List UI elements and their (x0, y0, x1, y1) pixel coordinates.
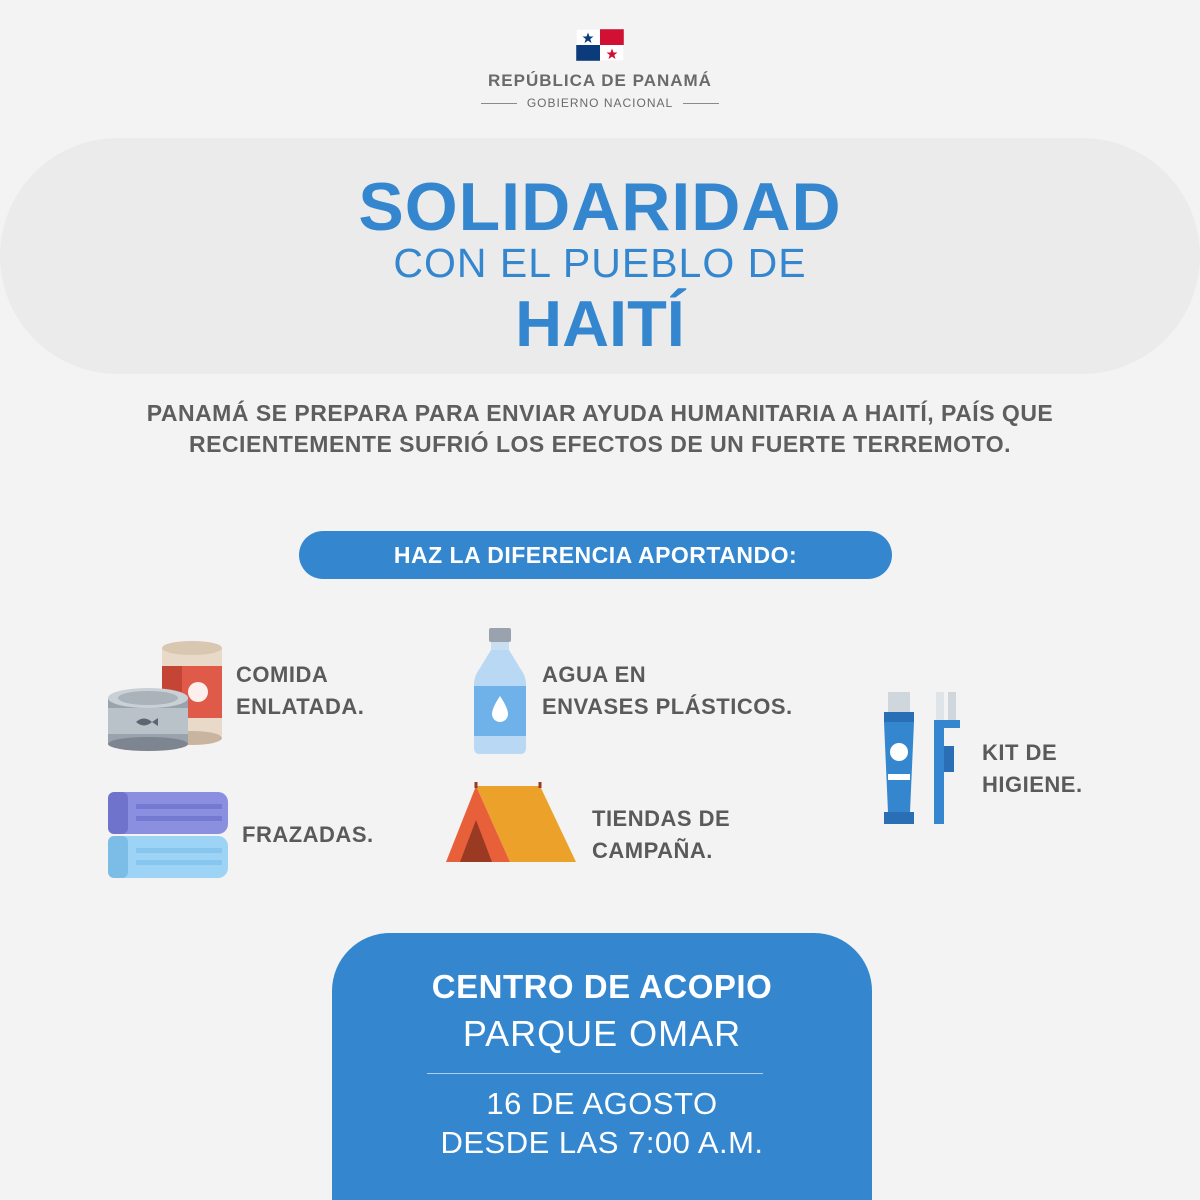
divider (481, 103, 517, 104)
hero-title: SOLIDARIDAD (358, 169, 842, 245)
intro-text: PANAMÁ SE PREPARA PARA ENVIAR AYUDA HUMANITARIA A HAITÍ, PAÍS QUE RECIENTEMENTE SUFRIÓ LOS EFECTOS DE UN FUERTE TERREMOTO. (146, 400, 1054, 457)
item-label-line2: ENVASES PLÁSTICOS. (542, 694, 793, 719)
card-time: DESDE LAS 7:00 A.M. (440, 1125, 764, 1160)
item-label-line1: KIT DE (982, 740, 1058, 765)
item-label-line1: TIENDAS DE (592, 806, 731, 831)
item-label-line2: CAMPAÑA. (592, 838, 713, 863)
card-date: 16 DE AGOSTO (486, 1086, 718, 1121)
tent-icon (444, 782, 578, 866)
divider (683, 103, 719, 104)
hero-country: HAITÍ (515, 287, 685, 360)
item-hygiene (982, 737, 1083, 801)
item-water (542, 659, 793, 723)
hygiene-kit-icon (880, 690, 972, 826)
item-tent (592, 803, 730, 867)
government-label: GOBIERNO NACIONAL (526, 96, 674, 110)
item-label-line2: HIGIENE. (982, 772, 1083, 797)
water-bottle-icon (470, 626, 530, 756)
item-label-line2: ENLATADA. (236, 694, 365, 719)
card-place: PARQUE OMAR (462, 1013, 742, 1054)
blankets-icon (106, 790, 230, 880)
item-blankets (242, 819, 374, 851)
government-subtitle (0, 96, 1200, 110)
item-label-line1: AGUA EN (542, 662, 647, 687)
item-canned-food (236, 659, 364, 723)
cta-banner: HAZ LA DIFERENCIA APORTANDO: (299, 531, 892, 579)
hero-subtitle: CON EL PUEBLO DE (393, 240, 807, 286)
panama-flag-icon (576, 29, 624, 61)
country-name: REPÚBLICA DE PANAMÁ (488, 71, 712, 90)
item-label-line1: COMIDA (236, 662, 329, 687)
divider (427, 1073, 763, 1074)
canned-food-icon (106, 640, 226, 752)
card-title: CENTRO DE ACOPIO (431, 968, 773, 1005)
item-label-line1: FRAZADAS. (242, 822, 374, 847)
